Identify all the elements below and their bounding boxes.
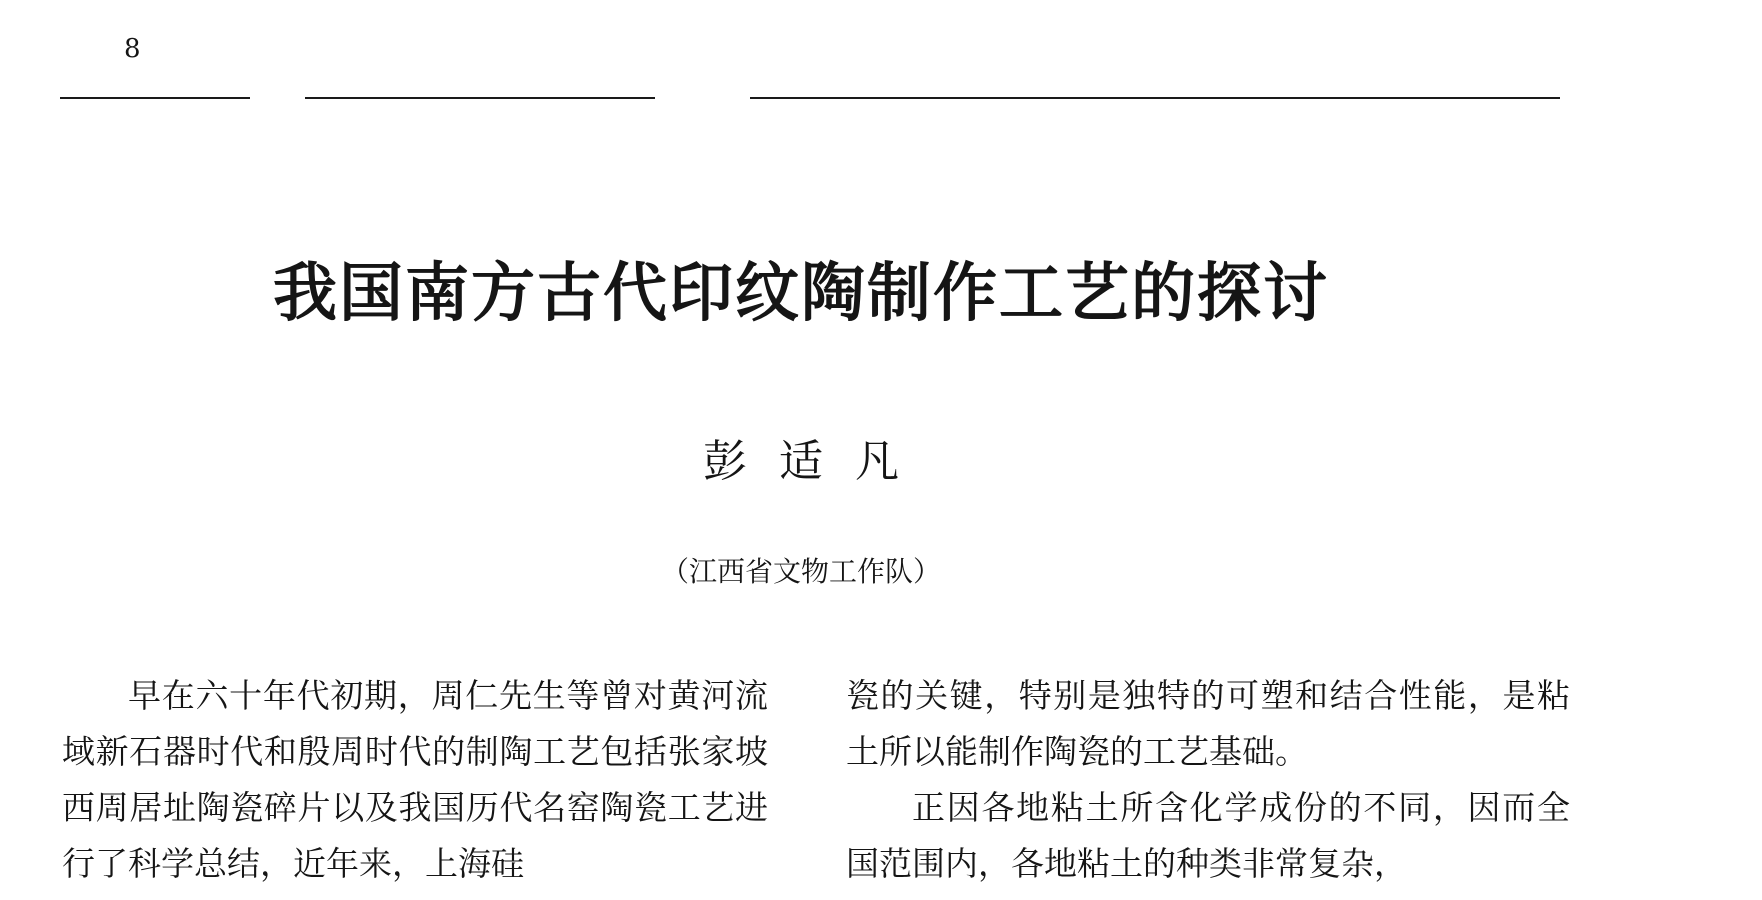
body-paragraph: 瓷的关键，特别是独特的可塑和结合性能，是粘土所以能制作陶瓷的工艺基础。 [846, 676, 1570, 771]
body-column-right [846, 668, 1570, 892]
body-column-left [62, 668, 768, 892]
author-affiliation: （江西省文物工作队） [660, 555, 941, 588]
body-paragraph: 正因各地粘土所含化学成份的不同，因而全国范围内，各地粘土的种类非常复杂， [846, 788, 1570, 883]
author-name: 彭适凡 [703, 436, 931, 487]
article-title: 我国南方古代印纹陶制作工艺的探讨 [273, 257, 1329, 331]
page-number: 8 [124, 34, 141, 64]
body-paragraph: 早在六十年代初期，周仁先生等曾对黄河流域新石器时代和殷周时代的制陶工艺包括张家坡西周居址陶瓷碎片以及我国历代名窑陶瓷工艺进行了科学总结，近年来，上海硅 [62, 676, 768, 883]
